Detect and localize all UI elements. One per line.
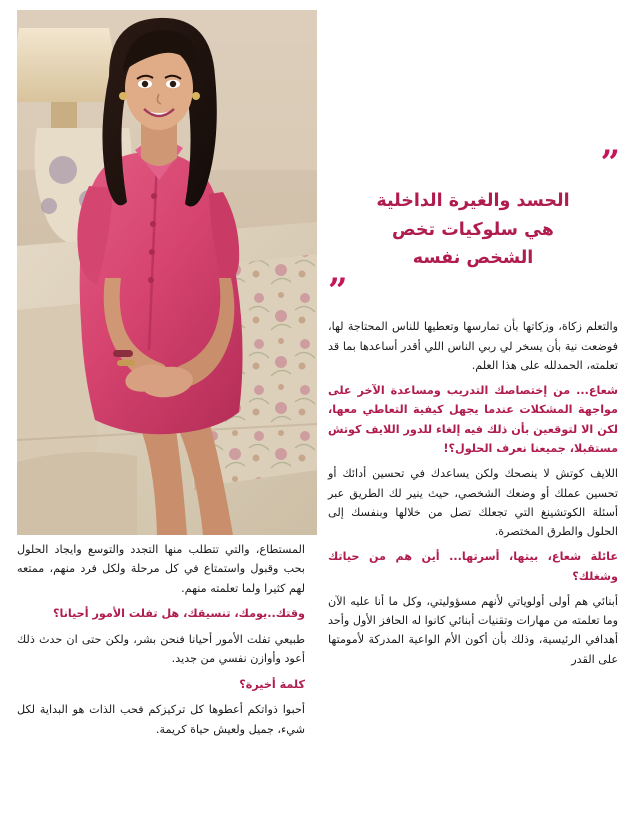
quote-close-icon: ”	[328, 271, 346, 312]
quote-open-icon: ”	[600, 143, 618, 183]
left-text-column	[17, 540, 305, 745]
paragraph: المستطاع، والتي تتطلب منها التجدد والتوسع وايجاد الحلول بحب وقبول واستمتاع في كل مرحلة ولكل فرد منهم، ممتعه لهم كثيرا ولما تعلمته منهم.	[17, 543, 305, 595]
paragraph: اللايف كوتش لا ينصحك ولكن يساعدك في تحسين أدائك أو تحسين عملك أو وضعك الشخصي، حيث ينير لك الطريق عبر أسئلة الكوتشينغ التي تجعلك تصل من خلالها وبنفسك إلى الحلول والطرق المختصرة.	[328, 467, 618, 539]
question-paragraph: وقتك..يومك، تنسيقك، هل تفلت الأمور أحيانا؟	[53, 607, 305, 621]
pull-quote-line-3: الشخص نفسه	[412, 247, 534, 268]
right-text-column	[328, 143, 618, 675]
question-paragraph: كلمة أخيرة؟	[239, 677, 305, 691]
paragraph: أبنائي هم أولى أولوياتي لأنهم مسؤوليتي، وكل ما أنا عليه الآن وما تعلمته من مهارات وتقنيات أبنائي كانوا له الحافز الأول وأحد أهدافي الرئيسية، وذلك بأن أكون الأم الواعية المدركة لأمومتها على القدر	[328, 594, 618, 666]
pull-quote-line-2: هي سلوكيات تخص	[392, 219, 554, 240]
portrait-photo	[17, 10, 317, 535]
paragraph: أحبوا ذواتكم أعطوها كل تركيزكم فحب الذات هو البداية لكل شيء، جميل ولعيش حياة كريمة.	[17, 703, 305, 736]
portrait-photo-illustration	[17, 10, 317, 535]
pull-quote-line-1: الحسد والغيرة الداخلية	[376, 191, 570, 212]
paragraph: والتعلم زكاة، وزكاتها بأن تمارسها وتعطيها للناس المحتاجة لها، فوضعت نية بأن يسخر لي ربي الناس اللي أقدر أساعدها بما قد تعلمته، الحمدلله على هذا العلم.	[328, 320, 618, 372]
paragraph: طبيعي تفلت الأمور أحيانا فنحن بشر، ولكن حتى ان حدث ذلك أعود وأوازن نفسي من جديد.	[17, 632, 305, 666]
pull-quote	[328, 187, 618, 272]
question-paragraph: عائلة شعاع، بيتها، أسرتها... أين هم من حياتك وشغلك؟	[328, 550, 618, 583]
question-paragraph: شعاع... من إختصاصك التدريب ومساعدة الآخر على مواجهة المشكلات عندما يجهل كيفية التعاطي معها، لكن الا لتوقعين بأن ذلك فيه إلغاء للدور اللايف كوتش مستقبلا، جميعنا نعرف الحلول؟!	[328, 384, 618, 455]
